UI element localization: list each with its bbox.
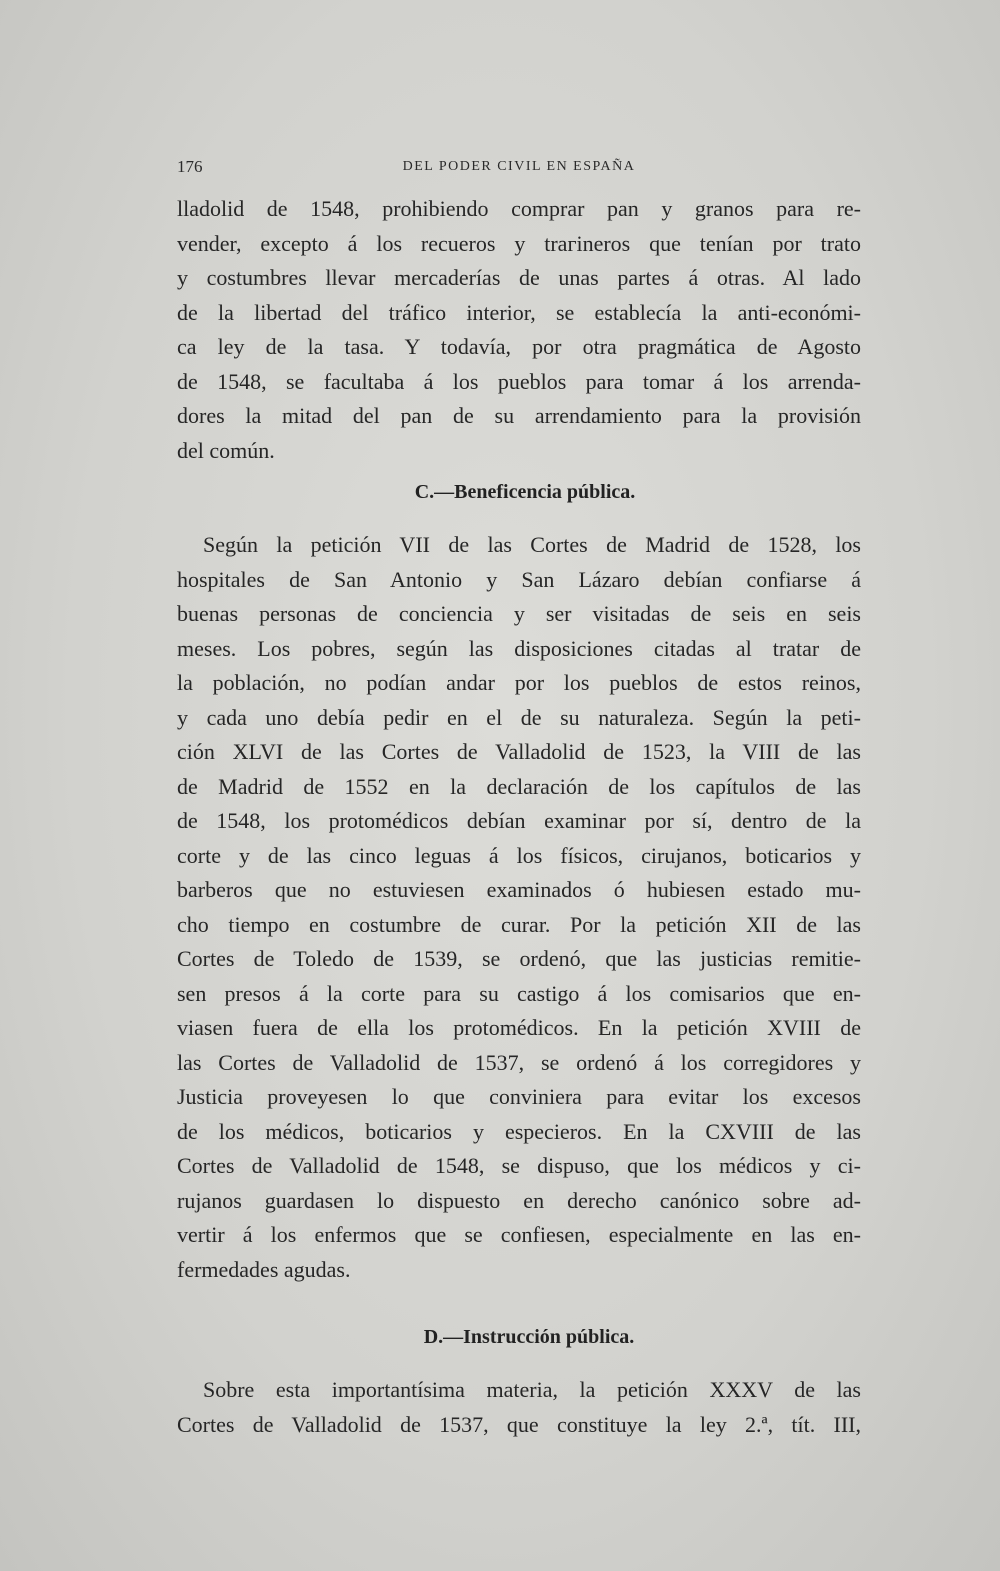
text-line: de 1548, los protomédicos debían examinar por sí, dentro de la [177, 808, 861, 833]
paragraph-3 [177, 1373, 861, 1442]
text-line: sen presos á la corte para su castigo á los comisarios que en- [177, 980, 861, 1006]
text-line: de la libertad del tráfico interior, se establecía la anti-económi- [177, 299, 861, 325]
text-line: la población, no podían andar por los pueblos de estos reinos, [177, 670, 861, 695]
text-line: vertir á los enfermos que se confiesen, especialmente en las en- [177, 1222, 861, 1247]
page-header [177, 157, 861, 179]
text-line: y costumbres llevar mercaderías de unas partes á otras. Al lado [177, 265, 861, 290]
text-line: Cortes de Valladolid de 1548, se dispuso, que los médicos y ci- [177, 1153, 861, 1178]
text-line: de 1548, se facultaba á los pueblos para tomar á los arrenda- [177, 368, 861, 394]
text-line: Sobre esta importantísima materia, la petición XXXV de las [203, 1377, 861, 1402]
body-text [177, 192, 861, 1442]
text-line: Cortes de Toledo de 1539, se ordenó, que las justicias remitie- [177, 946, 861, 971]
text-line: de Madrid de 1552 en la declaración de los capítulos de las [177, 773, 861, 799]
text-line: Cortes de Valladolid de 1537, que constituye la ley 2.ª, tít. III, [177, 1411, 861, 1437]
text-line: viasen fuera de ella los protomédicos. En la petición XVIII de [177, 1015, 861, 1040]
text-line: dores la mitad del pan de su arrendamiento para la provisión [177, 403, 861, 428]
text-line: rujanos guardasen lo dispuesto en derecho canónico sobre ad- [177, 1187, 861, 1213]
text-line: ca ley de la tasa. Y todavía, por otra pragmática de Agosto [177, 334, 861, 359]
text-line: Según la petición VII de las Cortes de Madrid de 1528, los [203, 532, 861, 557]
text-line: corte y de las cinco leguas á los físicos, cirujanos, boticarios y [177, 842, 861, 868]
text-line: lladolid de 1548, prohibiendo comprar pan y granos para re- [177, 196, 861, 221]
text-line: Justicia proveyesen lo que conviniera para evitar los excesos [177, 1084, 861, 1109]
text-line: meses. Los pobres, según las disposiciones citadas al tratar de [177, 635, 861, 661]
section-heading-beneficencia: C.—Beneficencia pública. [414, 481, 636, 503]
running-title: DEL PODER CIVIL EN ESPAÑA [402, 159, 636, 174]
text-line: del común. [177, 437, 275, 463]
section-heading-instruccion: D.—Instrucción pública. [423, 1326, 635, 1348]
text-line: barberos que no estuviesen examinados ó hubiesen estado mu- [177, 877, 861, 902]
page-number: 176 [177, 157, 203, 176]
text-line: ción XLVI de las Cortes de Valladolid de 1523, la VIII de las [177, 739, 861, 764]
text-line: vender, excepto á los recueros y trагineros que tenían por trato [177, 230, 861, 256]
text-line: buenas personas de conciencia y ser visitadas de seis en seis [177, 601, 861, 626]
text-line: hospitales de San Antonio y San Lázaro debían confiarse á [177, 566, 861, 592]
paragraph-2 [177, 528, 861, 1287]
text-line: fermedades agudas. [177, 1256, 351, 1282]
text-line: cho tiempo en costumbre de curar. Por la petición XII de las [177, 911, 861, 937]
text-line: las Cortes de Valladolid de 1537, se ordenó á los corregidores y [177, 1049, 861, 1075]
text-line: de los médicos, boticarios y especieros. En la CXVIII de las [177, 1118, 861, 1144]
paragraph-1 [177, 192, 861, 468]
text-line: y cada uno debía pedir en el de su naturaleza. Según la peti- [177, 704, 861, 730]
